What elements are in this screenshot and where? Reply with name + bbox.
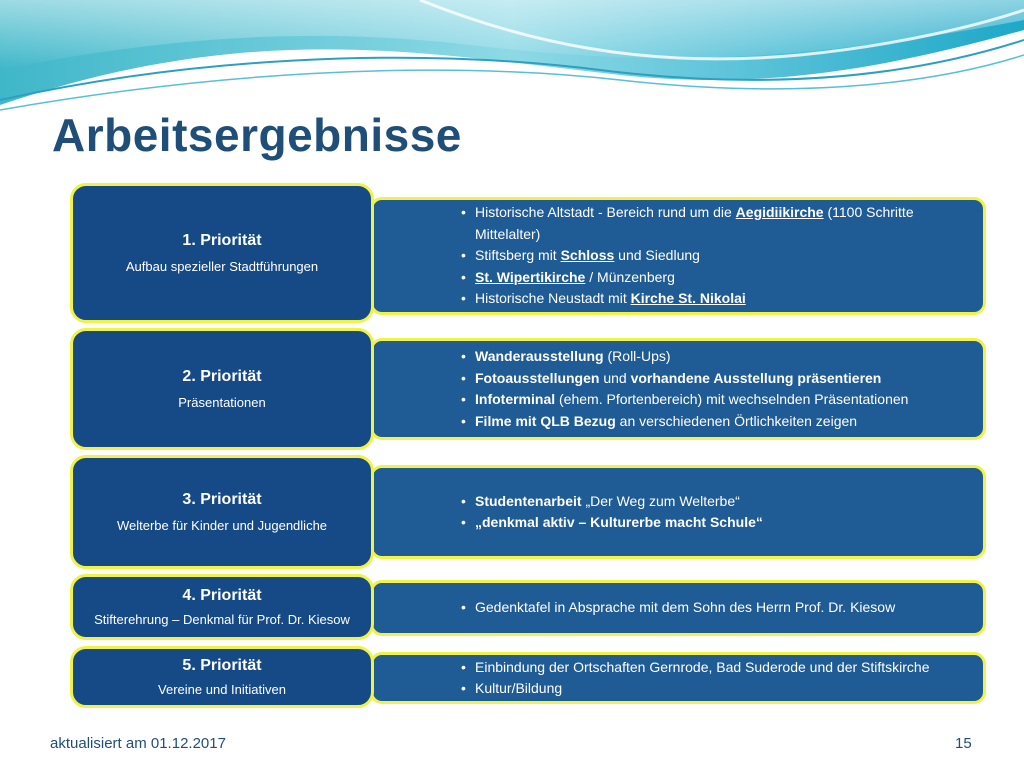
priority-4-box [70,574,374,640]
priority-2-details [370,338,986,440]
priority-1-box [70,183,374,323]
list-item: • Stiftsberg mit Schloss und Siedlung [461,245,971,267]
link-st-wipertikirche[interactable]: St. Wipertikirche [475,268,586,285]
priority-5-box [70,646,374,708]
priority-3-subtitle: Welterbe für Kinder und Jugendliche [116,518,328,533]
list-item: • Gedenktafel in Absprache mit dem Sohn des Herrn Prof. Dr. Kiesow [461,597,895,619]
slide-title: Arbeitsergebnisse [52,109,462,161]
list-item: • Studentenarbeit „Der Weg zum Welterbe“ [461,491,763,513]
priority-3-details [370,465,986,559]
list-item: • Wanderausstellung (Roll-Ups) [461,346,908,368]
priority-row-2 [70,328,986,450]
priority-3-list [461,491,763,534]
priority-2-subtitle: Präsentationen [178,395,266,410]
list-item: • Historische Altstadt - Bereich rund um die Aegidiikirche (1100 Schritte Mittelalter) [461,202,971,245]
priority-row-3 [70,455,986,569]
priority-2-title: 2. Priorität [182,368,262,385]
list-item: • St. Wipertikirche / Münzenberg [461,267,971,289]
list-item: • Einbindung der Ortschaften Gernrode, Bad Suderode und der Stiftskirche [461,657,930,679]
priority-5-list [461,657,930,700]
list-item: • Infoterminal (ehem. Pfortenbereich) mit wechselnden Präsentationen [461,389,908,411]
list-item: • Historische Neustadt mit Kirche St. Nikolai [461,288,971,310]
link-aegidiikirche[interactable]: Aegidiikirche [735,204,824,221]
page-number: 15 [955,735,972,752]
priority-3-title: 3. Priorität [182,491,262,508]
priority-5-details [370,652,986,704]
priority-4-details [370,580,986,636]
priority-2-box [70,328,374,450]
priority-1-list [461,202,971,310]
priority-5-title: 5. Priorität [182,657,262,674]
list-item: • „denkmal aktiv – Kulturerbe macht Schule“ [461,512,763,534]
priority-5-subtitle: Vereine und Initiativen [158,682,286,697]
priority-1-title: 1. Priorität [182,232,262,249]
link-kirche-st-nikolai[interactable]: Kirche St. Nikolai [630,290,746,307]
priority-4-title: 4. Priorität [182,587,262,604]
priority-1-details [370,197,986,315]
list-item: • Fotoausstellungen und vorhandene Ausstellung präsentieren [461,368,908,390]
priority-row-4 [70,574,986,640]
list-item: • Kultur/Bildung [461,678,930,700]
link-schloss[interactable]: Schloss [560,247,615,264]
priority-4-list [461,597,895,619]
priority-3-box [70,455,374,569]
priority-4-subtitle: Stifterehrung – Denkmal für Prof. Dr. Kiesow [94,612,350,627]
footer-date: aktualisiert am 01.12.2017 [50,735,226,752]
priority-row-5 [70,646,986,708]
priority-row-1 [70,183,986,323]
priority-2-list [461,346,908,432]
list-item: • Filme mit QLB Bezug an verschiedenen Örtlichkeiten zeigen [461,411,908,433]
priority-1-subtitle: Aufbau spezieller Stadtführungen [125,259,319,274]
